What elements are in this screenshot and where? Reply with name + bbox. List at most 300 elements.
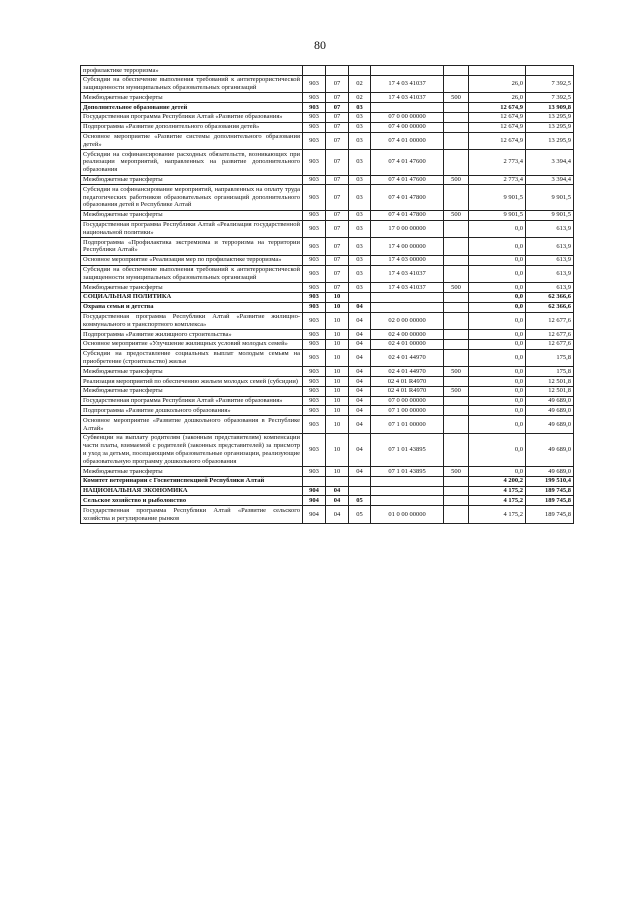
- amount-year-2: 199 510,4: [526, 476, 574, 486]
- ved-code: 903: [303, 75, 326, 93]
- ved-code: 903: [303, 255, 326, 265]
- table-row: [81, 386, 574, 396]
- target-article-code: 02 4 01 44970: [371, 349, 444, 367]
- ved-code: 903: [303, 339, 326, 349]
- expense-type-code: [444, 349, 469, 367]
- ved-code: 903: [303, 175, 326, 185]
- table-row: [81, 406, 574, 416]
- subsection-code: 04: [349, 367, 371, 377]
- row-name: Субвенции на выплату родителям (законным представителям) компенсации части платы, взимаемой с родителей (законных представителей) за присмотр и уход за детьми, посещающими образовательные организации, реализующие образовательную программу дошкольного образования: [81, 433, 303, 466]
- row-name: Государственная программа Республики Алтай «Развитие сельского хозяйства и регулирование рынков: [81, 506, 303, 524]
- expense-type-code: [444, 255, 469, 265]
- row-name: Государственная программа Республики Алтай «Развитие жилищно-коммунального и транспортного комплекса»: [81, 312, 303, 330]
- subsection-code: [349, 486, 371, 496]
- expense-type-code: 500: [444, 367, 469, 377]
- amount-year-2: 12 677,6: [526, 339, 574, 349]
- expense-type-code: [444, 292, 469, 302]
- section-code: 07: [326, 103, 349, 113]
- table-row: [81, 66, 574, 76]
- target-article-code: [371, 66, 444, 76]
- table-row: [81, 496, 574, 506]
- expense-type-code: [444, 330, 469, 340]
- ved-code: 904: [303, 486, 326, 496]
- subsection-code: 04: [349, 349, 371, 367]
- expense-type-code: 500: [444, 386, 469, 396]
- ved-code: 903: [303, 386, 326, 396]
- amount-year-2: 9 901,5: [526, 185, 574, 210]
- expense-type-code: [444, 486, 469, 496]
- subsection-code: 04: [349, 377, 371, 387]
- table-row: [81, 416, 574, 434]
- amount-year-1: 12 674,9: [469, 132, 526, 150]
- section-code: 10: [326, 396, 349, 406]
- amount-year-2: 49 689,0: [526, 416, 574, 434]
- table-row: [81, 175, 574, 185]
- amount-year-2: 189 745,8: [526, 506, 574, 524]
- table-row: [81, 132, 574, 150]
- expense-type-code: [444, 433, 469, 466]
- section-code: 07: [326, 112, 349, 122]
- amount-year-2: 613,9: [526, 255, 574, 265]
- section-code: 10: [326, 377, 349, 387]
- target-article-code: 07 0 00 00000: [371, 396, 444, 406]
- expense-type-code: [444, 396, 469, 406]
- row-name: Подпрограмма «Развитие жилищного строительства»: [81, 330, 303, 340]
- section-code: 07: [326, 132, 349, 150]
- target-article-code: 07 1 01 00000: [371, 416, 444, 434]
- amount-year-2: 12 501,8: [526, 377, 574, 387]
- amount-year-1: 4 175,2: [469, 496, 526, 506]
- amount-year-1: 9 901,5: [469, 185, 526, 210]
- amount-year-2: 13 295,9: [526, 112, 574, 122]
- ved-code: 903: [303, 93, 326, 103]
- amount-year-2: 12 501,8: [526, 386, 574, 396]
- section-code: 07: [326, 283, 349, 293]
- table-row: [81, 476, 574, 486]
- ved-code: 903: [303, 416, 326, 434]
- expense-type-code: [444, 75, 469, 93]
- table-row: [81, 330, 574, 340]
- amount-year-1: 2 773,4: [469, 175, 526, 185]
- section-code: 10: [326, 339, 349, 349]
- section-code: 07: [326, 175, 349, 185]
- section-code: 10: [326, 349, 349, 367]
- subsection-code: 04: [349, 330, 371, 340]
- table-row: [81, 433, 574, 466]
- target-article-code: 07 4 01 00000: [371, 132, 444, 150]
- expense-type-code: [444, 476, 469, 486]
- target-article-code: 07 4 01 47800: [371, 210, 444, 220]
- target-article-code: 02 4 01 R4970: [371, 377, 444, 387]
- expense-type-code: [444, 66, 469, 76]
- section-code: 07: [326, 150, 349, 175]
- row-name: Комитет ветеринарии с Госветинспекцией Республики Алтай: [81, 476, 303, 486]
- section-code: 10: [326, 386, 349, 396]
- section-code: 10: [326, 292, 349, 302]
- target-article-code: 07 4 01 47600: [371, 175, 444, 185]
- amount-year-1: 26,0: [469, 75, 526, 93]
- row-name: Основное мероприятие «Развитие системы дополнительного образования детей»: [81, 132, 303, 150]
- table-row: [81, 220, 574, 238]
- amount-year-2: 12 677,6: [526, 312, 574, 330]
- amount-year-1: 0,0: [469, 416, 526, 434]
- expense-type-code: 500: [444, 175, 469, 185]
- page-number: 80: [314, 38, 326, 52]
- row-name: Субсидии на софинансирование расходных обязательств, возникающих при реализации мероприятий, направленных на развитие дополнительного образования: [81, 150, 303, 175]
- amount-year-1: 0,0: [469, 330, 526, 340]
- amount-year-1: 12 674,9: [469, 103, 526, 113]
- ved-code: 903: [303, 330, 326, 340]
- amount-year-2: 13 295,9: [526, 122, 574, 132]
- subsection-code: 03: [349, 265, 371, 283]
- table-row: [81, 396, 574, 406]
- section-code: 10: [326, 433, 349, 466]
- amount-year-2: 189 745,8: [526, 496, 574, 506]
- ved-code: 903: [303, 396, 326, 406]
- table-row: [81, 506, 574, 524]
- expense-type-code: [444, 238, 469, 256]
- subsection-code: 04: [349, 433, 371, 466]
- subsection-code: 05: [349, 506, 371, 524]
- amount-year-2: 13 909,8: [526, 103, 574, 113]
- ved-code: 903: [303, 406, 326, 416]
- table-row: [81, 103, 574, 113]
- target-article-code: 07 4 01 47600: [371, 150, 444, 175]
- subsection-code: 04: [349, 386, 371, 396]
- target-article-code: [371, 292, 444, 302]
- amount-year-2: 3 394,4: [526, 175, 574, 185]
- amount-year-1: 0,0: [469, 292, 526, 302]
- subsection-code: 04: [349, 467, 371, 477]
- expense-type-code: 500: [444, 210, 469, 220]
- subsection-code: 03: [349, 255, 371, 265]
- expense-type-code: [444, 377, 469, 387]
- row-name: Межбюджетные трансферты: [81, 386, 303, 396]
- ved-code: [303, 476, 326, 486]
- amount-year-1: 26,0: [469, 93, 526, 103]
- subsection-code: 03: [349, 238, 371, 256]
- subsection-code: 03: [349, 283, 371, 293]
- expense-type-code: [444, 406, 469, 416]
- subsection-code: 04: [349, 416, 371, 434]
- expense-type-code: [444, 339, 469, 349]
- amount-year-2: 613,9: [526, 283, 574, 293]
- budget-table: [80, 65, 574, 524]
- ved-code: 903: [303, 103, 326, 113]
- row-name: Субсидии на обеспечение выполнения требований к антитеррористической защищенности муниципальных образовательных организаций: [81, 75, 303, 93]
- row-name: Государственная программа Республики Алтай «Реализация государственной национальной политики»: [81, 220, 303, 238]
- amount-year-2: 613,9: [526, 238, 574, 256]
- amount-year-1: 0,0: [469, 302, 526, 312]
- ved-code: 903: [303, 132, 326, 150]
- amount-year-2: 49 689,0: [526, 467, 574, 477]
- section-code: 10: [326, 312, 349, 330]
- amount-year-1: 0,0: [469, 312, 526, 330]
- table-row: [81, 185, 574, 210]
- subsection-code: 03: [349, 150, 371, 175]
- subsection-code: 04: [349, 339, 371, 349]
- target-article-code: 07 4 00 00000: [371, 122, 444, 132]
- row-name: Основное мероприятие «Развитие дошкольного образования в Республике Алтай»: [81, 416, 303, 434]
- expense-type-code: [444, 416, 469, 434]
- amount-year-1: 0,0: [469, 283, 526, 293]
- amount-year-1: 0,0: [469, 238, 526, 256]
- amount-year-1: 4 175,2: [469, 506, 526, 524]
- table-row: [81, 302, 574, 312]
- table-row: [81, 349, 574, 367]
- amount-year-1: 2 773,4: [469, 150, 526, 175]
- row-name: Охрана семьи и детства: [81, 302, 303, 312]
- ved-code: 903: [303, 150, 326, 175]
- table-row: [81, 112, 574, 122]
- target-article-code: 17 4 03 00000: [371, 255, 444, 265]
- target-article-code: 02 4 01 R4970: [371, 386, 444, 396]
- target-article-code: 17 4 03 41037: [371, 265, 444, 283]
- subsection-code: 04: [349, 302, 371, 312]
- ved-code: 904: [303, 506, 326, 524]
- amount-year-1: 0,0: [469, 367, 526, 377]
- target-article-code: [371, 486, 444, 496]
- expense-type-code: [444, 496, 469, 506]
- ved-code: 903: [303, 377, 326, 387]
- row-name: НАЦИОНАЛЬНАЯ ЭКОНОМИКА: [81, 486, 303, 496]
- ved-code: 903: [303, 302, 326, 312]
- subsection-code: 03: [349, 210, 371, 220]
- table-row: [81, 283, 574, 293]
- subsection-code: 03: [349, 185, 371, 210]
- section-code: 07: [326, 122, 349, 132]
- row-name: Основное мероприятие «Реализация мер по профилактике терроризма»: [81, 255, 303, 265]
- section-code: 10: [326, 330, 349, 340]
- amount-year-1: 0,0: [469, 433, 526, 466]
- section-code: 07: [326, 238, 349, 256]
- subsection-code: [349, 66, 371, 76]
- expense-type-code: [444, 265, 469, 283]
- section-code: 07: [326, 265, 349, 283]
- ved-code: 903: [303, 185, 326, 210]
- row-name: Субсидии на обеспечение выполнения требований к антитеррористической защищенности муниципальных образовательных организаций: [81, 265, 303, 283]
- amount-year-1: 0,0: [469, 220, 526, 238]
- table-row: [81, 292, 574, 302]
- target-article-code: [371, 496, 444, 506]
- amount-year-2: 613,9: [526, 220, 574, 238]
- section-code: 07: [326, 93, 349, 103]
- target-article-code: 17 0 00 00000: [371, 220, 444, 238]
- amount-year-1: 0,0: [469, 255, 526, 265]
- ved-code: 903: [303, 210, 326, 220]
- amount-year-2: 613,9: [526, 265, 574, 283]
- ved-code: 903: [303, 467, 326, 477]
- table-row: [81, 210, 574, 220]
- section-code: 07: [326, 255, 349, 265]
- expense-type-code: [444, 112, 469, 122]
- subsection-code: 03: [349, 122, 371, 132]
- row-name: Реализация мероприятий по обеспечению жильем молодых семей (субсидии): [81, 377, 303, 387]
- table-row: [81, 150, 574, 175]
- section-code: 07: [326, 210, 349, 220]
- expense-type-code: 500: [444, 93, 469, 103]
- table-row: [81, 265, 574, 283]
- subsection-code: 05: [349, 496, 371, 506]
- amount-year-1: 0,0: [469, 406, 526, 416]
- target-article-code: 02 0 00 00000: [371, 312, 444, 330]
- ved-code: 903: [303, 433, 326, 466]
- amount-year-1: 12 674,9: [469, 122, 526, 132]
- target-article-code: 01 0 00 00000: [371, 506, 444, 524]
- table-row: [81, 367, 574, 377]
- section-code: 10: [326, 416, 349, 434]
- row-name: Межбюджетные трансферты: [81, 210, 303, 220]
- expense-type-code: [444, 302, 469, 312]
- ved-code: 903: [303, 220, 326, 238]
- expense-type-code: [444, 220, 469, 238]
- target-article-code: 17 4 03 41037: [371, 93, 444, 103]
- subsection-code: 03: [349, 220, 371, 238]
- amount-year-2: 49 689,0: [526, 433, 574, 466]
- target-article-code: 02 4 00 00000: [371, 330, 444, 340]
- amount-year-2: 7 392,5: [526, 75, 574, 93]
- amount-year-2: 175,8: [526, 349, 574, 367]
- target-article-code: 17 4 03 41037: [371, 283, 444, 293]
- row-name: Межбюджетные трансферты: [81, 93, 303, 103]
- section-code: 04: [326, 496, 349, 506]
- row-name: Подпрограмма «Развитие дополнительного образования детей»: [81, 122, 303, 132]
- expense-type-code: [444, 506, 469, 524]
- target-article-code: 07 0 00 00000: [371, 112, 444, 122]
- target-article-code: 07 1 01 43895: [371, 467, 444, 477]
- amount-year-1: 4 200,2: [469, 476, 526, 486]
- target-article-code: 17 4 03 41037: [371, 75, 444, 93]
- amount-year-1: 0,0: [469, 265, 526, 283]
- subsection-code: [349, 476, 371, 486]
- expense-type-code: [444, 103, 469, 113]
- ved-code: [303, 66, 326, 76]
- row-name: Субсидии на предоставление социальных выплат молодым семьям на приобретение (строительство) жилья: [81, 349, 303, 367]
- section-code: 07: [326, 75, 349, 93]
- row-name: профилактике терроризма»: [81, 66, 303, 76]
- section-code: 10: [326, 467, 349, 477]
- subsection-code: 04: [349, 312, 371, 330]
- row-name: Основное мероприятие «Улучшение жилищных условий молодых семей»: [81, 339, 303, 349]
- amount-year-2: [526, 66, 574, 76]
- ved-code: 903: [303, 312, 326, 330]
- amount-year-1: 0,0: [469, 339, 526, 349]
- ved-code: 903: [303, 367, 326, 377]
- section-code: [326, 476, 349, 486]
- expense-type-code: [444, 132, 469, 150]
- expense-type-code: [444, 150, 469, 175]
- expense-type-code: [444, 185, 469, 210]
- ved-code: 904: [303, 496, 326, 506]
- amount-year-2: 62 366,6: [526, 302, 574, 312]
- target-article-code: 02 4 01 44970: [371, 367, 444, 377]
- row-name: Подпрограмма «Развитие дошкольного образования»: [81, 406, 303, 416]
- row-name: Межбюджетные трансферты: [81, 467, 303, 477]
- amount-year-1: 0,0: [469, 386, 526, 396]
- section-code: 07: [326, 185, 349, 210]
- target-article-code: 07 4 01 47800: [371, 185, 444, 210]
- amount-year-1: 12 674,9: [469, 112, 526, 122]
- ved-code: 903: [303, 265, 326, 283]
- expense-type-code: 500: [444, 283, 469, 293]
- section-code: [326, 66, 349, 76]
- subsection-code: 03: [349, 112, 371, 122]
- amount-year-1: 0,0: [469, 377, 526, 387]
- amount-year-2: 3 394,4: [526, 150, 574, 175]
- amount-year-2: 49 689,0: [526, 396, 574, 406]
- row-name: Сельское хозяйство и рыболовство: [81, 496, 303, 506]
- target-article-code: 07 1 00 00000: [371, 406, 444, 416]
- expense-type-code: 500: [444, 467, 469, 477]
- subsection-code: 04: [349, 406, 371, 416]
- row-name: Межбюджетные трансферты: [81, 175, 303, 185]
- table-row: [81, 75, 574, 93]
- table-row: [81, 377, 574, 387]
- section-code: 10: [326, 302, 349, 312]
- amount-year-2: 189 745,8: [526, 486, 574, 496]
- row-name: Межбюджетные трансферты: [81, 367, 303, 377]
- amount-year-2: 62 366,6: [526, 292, 574, 302]
- target-article-code: 17 4 00 00000: [371, 238, 444, 256]
- table-row: [81, 255, 574, 265]
- row-name: Субсидии на софинансирование мероприятий, направленных на оплату труда педагогических работников образовательных организаций дополнительного образования детей в Республике Алтай: [81, 185, 303, 210]
- row-name: Государственная программа Республики Алтай «Развитие образования»: [81, 396, 303, 406]
- target-article-code: [371, 302, 444, 312]
- section-code: 10: [326, 406, 349, 416]
- amount-year-2: 9 901,5: [526, 210, 574, 220]
- amount-year-2: 13 295,9: [526, 132, 574, 150]
- section-code: 04: [326, 486, 349, 496]
- amount-year-2: 49 689,0: [526, 406, 574, 416]
- ved-code: 903: [303, 283, 326, 293]
- ved-code: 903: [303, 122, 326, 132]
- subsection-code: 03: [349, 132, 371, 150]
- target-article-code: [371, 103, 444, 113]
- amount-year-1: 0,0: [469, 467, 526, 477]
- ved-code: 903: [303, 238, 326, 256]
- subsection-code: 02: [349, 75, 371, 93]
- table-row: [81, 467, 574, 477]
- subsection-code: 03: [349, 175, 371, 185]
- target-article-code: [371, 476, 444, 486]
- subsection-code: 03: [349, 103, 371, 113]
- table-row: [81, 122, 574, 132]
- ved-code: 903: [303, 112, 326, 122]
- table-row: [81, 339, 574, 349]
- amount-year-1: [469, 66, 526, 76]
- section-code: 10: [326, 367, 349, 377]
- ved-code: 903: [303, 349, 326, 367]
- table-row: [81, 486, 574, 496]
- expense-type-code: [444, 122, 469, 132]
- ved-code: 903: [303, 292, 326, 302]
- subsection-code: 02: [349, 93, 371, 103]
- table-row: [81, 93, 574, 103]
- target-article-code: 07 1 01 43895: [371, 433, 444, 466]
- row-name: Дополнительное образование детей: [81, 103, 303, 113]
- row-name: Государственная программа Республики Алтай «Развитие образования»: [81, 112, 303, 122]
- section-code: 07: [326, 220, 349, 238]
- section-code: 04: [326, 506, 349, 524]
- amount-year-1: 0,0: [469, 396, 526, 406]
- amount-year-1: 9 901,5: [469, 210, 526, 220]
- amount-year-1: 0,0: [469, 349, 526, 367]
- row-name: СОЦИАЛЬНАЯ ПОЛИТИКА: [81, 292, 303, 302]
- amount-year-2: 12 677,6: [526, 330, 574, 340]
- table-body: [81, 66, 574, 524]
- row-name: Подпрограмма «Профилактика экстремизма и терроризма на территории Республики Алтай»: [81, 238, 303, 256]
- table-row: [81, 312, 574, 330]
